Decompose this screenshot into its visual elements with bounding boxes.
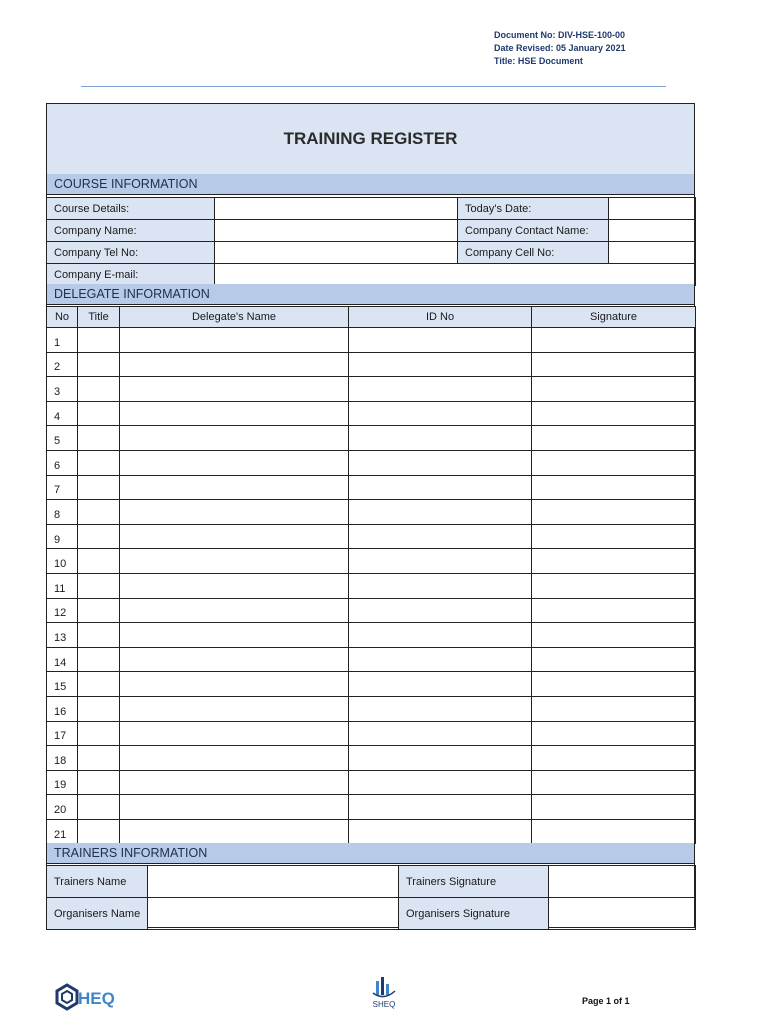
table-row — [47, 819, 696, 844]
course-details-label: Course Details: — [47, 198, 215, 220]
row-number: 20 — [47, 795, 78, 820]
row-number: 5 — [47, 426, 78, 451]
id-no-cell[interactable] — [349, 450, 532, 475]
table-row — [47, 377, 696, 402]
id-no-cell[interactable] — [349, 500, 532, 525]
table-row — [47, 524, 696, 549]
table-row — [47, 898, 696, 930]
table-row — [47, 866, 696, 898]
title-cell[interactable] — [78, 450, 120, 475]
document-number: Document No: DIV-HSE-100-00 — [494, 30, 626, 40]
table-row — [47, 198, 696, 220]
delegate-name-cell[interactable] — [120, 696, 349, 721]
signature-cell[interactable] — [532, 524, 696, 549]
id-no-cell[interactable] — [349, 352, 532, 377]
delegate-name-cell[interactable] — [120, 549, 349, 574]
trainers-signature-label: Trainers Signature — [399, 866, 549, 898]
title-cell[interactable] — [78, 401, 120, 426]
table-row — [47, 549, 696, 574]
id-no-cell[interactable] — [349, 377, 532, 402]
trainers-name-label: Trainers Name — [47, 866, 148, 898]
row-number: 17 — [47, 721, 78, 746]
signature-cell[interactable] — [532, 549, 696, 574]
title-cell[interactable] — [78, 598, 120, 623]
signature-cell[interactable] — [532, 401, 696, 426]
id-no-cell[interactable] — [349, 672, 532, 697]
signature-cell[interactable] — [532, 696, 696, 721]
title-cell[interactable] — [78, 647, 120, 672]
signature-cell[interactable] — [532, 426, 696, 451]
trainers-information-heading: TRAINERS INFORMATION — [47, 843, 694, 864]
column-header-delegate-name: Delegate's Name — [120, 307, 349, 328]
table-row — [47, 500, 696, 525]
row-number: 8 — [47, 500, 78, 525]
row-number: 3 — [47, 377, 78, 402]
company-tel-field[interactable] — [215, 242, 458, 264]
delegate-name-cell[interactable] — [120, 770, 349, 795]
table-row — [47, 795, 696, 820]
table-row — [47, 770, 696, 795]
table-row — [47, 623, 696, 648]
id-no-cell[interactable] — [349, 647, 532, 672]
trainers-signature-field[interactable] — [549, 866, 696, 898]
organisers-name-field[interactable] — [148, 898, 399, 930]
row-number: 10 — [47, 549, 78, 574]
row-number: 2 — [47, 352, 78, 377]
row-number: 16 — [47, 696, 78, 721]
title-cell[interactable] — [78, 549, 120, 574]
company-email-label: Company E-mail: — [47, 264, 215, 286]
title-cell[interactable] — [78, 475, 120, 500]
organisers-signature-label: Organisers Signature — [399, 898, 549, 930]
row-number: 6 — [47, 450, 78, 475]
company-contact-name-label: Company Contact Name: — [458, 220, 609, 242]
todays-date-field[interactable] — [609, 198, 696, 220]
title-cell[interactable] — [78, 746, 120, 771]
todays-date-label: Today's Date: — [458, 198, 609, 220]
id-no-cell[interactable] — [349, 426, 532, 451]
signature-cell[interactable] — [532, 795, 696, 820]
heq-logo-text: HEQ — [78, 989, 115, 1008]
title-cell[interactable] — [78, 328, 120, 353]
title-cell[interactable] — [78, 672, 120, 697]
delegate-name-cell[interactable] — [120, 401, 349, 426]
trainers-name-field[interactable] — [148, 866, 399, 898]
form-title-band — [47, 104, 694, 175]
training-register-form — [46, 103, 695, 928]
row-number: 13 — [47, 623, 78, 648]
delegate-name-cell[interactable] — [120, 573, 349, 598]
id-no-cell[interactable] — [349, 721, 532, 746]
course-details-field[interactable] — [215, 198, 458, 220]
signature-cell[interactable] — [532, 819, 696, 844]
course-information-heading: COURSE INFORMATION — [47, 174, 694, 195]
id-no-cell[interactable] — [349, 598, 532, 623]
sheq-logo-text: SHEQ — [372, 1000, 396, 1009]
id-no-cell[interactable] — [349, 696, 532, 721]
title-cell[interactable] — [78, 524, 120, 549]
delegate-name-cell[interactable] — [120, 352, 349, 377]
company-email-field[interactable] — [215, 264, 696, 286]
id-no-cell[interactable] — [349, 573, 532, 598]
row-number: 18 — [47, 746, 78, 771]
row-number: 1 — [47, 328, 78, 353]
delegate-name-cell[interactable] — [120, 598, 349, 623]
title-cell[interactable] — [78, 770, 120, 795]
sheq-logo-icon — [368, 975, 400, 1009]
page-number: Page 1 of 1 — [582, 996, 630, 1006]
id-no-cell[interactable] — [349, 795, 532, 820]
table-row — [47, 721, 696, 746]
table-row — [47, 746, 696, 771]
organisers-name-label: Organisers Name — [47, 898, 148, 930]
company-tel-label: Company Tel No: — [47, 242, 215, 264]
title-cell[interactable] — [78, 623, 120, 648]
row-number: 9 — [47, 524, 78, 549]
table-row — [47, 264, 696, 286]
row-number: 14 — [47, 647, 78, 672]
delegate-name-cell[interactable] — [120, 426, 349, 451]
delegate-name-cell[interactable] — [120, 746, 349, 771]
signature-cell[interactable] — [532, 450, 696, 475]
signature-cell[interactable] — [532, 573, 696, 598]
column-header-signature: Signature — [532, 307, 696, 328]
signature-cell[interactable] — [532, 770, 696, 795]
row-number: 12 — [47, 598, 78, 623]
id-no-cell[interactable] — [349, 328, 532, 353]
column-header-title: Title — [78, 307, 120, 328]
id-no-cell[interactable] — [349, 746, 532, 771]
document-title: Title: HSE Document — [494, 56, 583, 66]
title-cell[interactable] — [78, 352, 120, 377]
signature-cell[interactable] — [532, 377, 696, 402]
organisers-signature-field[interactable] — [549, 898, 696, 930]
table-row — [47, 328, 696, 353]
signature-cell[interactable] — [532, 623, 696, 648]
signature-cell[interactable] — [532, 746, 696, 771]
table-row — [47, 598, 696, 623]
delegate-header-row — [47, 307, 696, 328]
company-name-label: Company Name: — [47, 220, 215, 242]
signature-cell[interactable] — [532, 721, 696, 746]
delegate-name-cell[interactable] — [120, 721, 349, 746]
table-row — [47, 696, 696, 721]
table-row — [47, 672, 696, 697]
table-row — [47, 573, 696, 598]
table-row — [47, 450, 696, 475]
delegate-name-cell[interactable] — [120, 475, 349, 500]
signature-cell[interactable] — [532, 500, 696, 525]
row-number: 11 — [47, 573, 78, 598]
delegate-name-cell[interactable] — [120, 524, 349, 549]
table-row — [47, 426, 696, 451]
signature-cell[interactable] — [532, 672, 696, 697]
title-cell[interactable] — [78, 721, 120, 746]
heq-logo-icon — [55, 982, 125, 1014]
delegate-name-cell[interactable] — [120, 377, 349, 402]
table-row — [47, 475, 696, 500]
table-row — [47, 647, 696, 672]
title-cell[interactable] — [78, 696, 120, 721]
title-cell[interactable] — [78, 500, 120, 525]
title-cell[interactable] — [78, 426, 120, 451]
company-cell-label: Company Cell No: — [458, 242, 609, 264]
row-number: 7 — [47, 475, 78, 500]
row-number: 4 — [47, 401, 78, 426]
delegate-name-cell[interactable] — [120, 450, 349, 475]
delegate-name-cell[interactable] — [120, 795, 349, 820]
row-number: 21 — [47, 819, 78, 844]
delegate-name-cell[interactable] — [120, 500, 349, 525]
company-cell-field[interactable] — [609, 242, 696, 264]
id-no-cell[interactable] — [349, 401, 532, 426]
row-number: 19 — [47, 770, 78, 795]
signature-cell[interactable] — [532, 475, 696, 500]
date-revised: Date Revised: 05 January 2021 — [494, 43, 626, 53]
title-cell[interactable] — [78, 377, 120, 402]
row-number: 15 — [47, 672, 78, 697]
signature-cell[interactable] — [532, 352, 696, 377]
title-cell[interactable] — [78, 819, 120, 844]
delegate-name-cell[interactable] — [120, 819, 349, 844]
column-header-id-no: ID No — [349, 307, 532, 328]
header-divider — [81, 86, 666, 87]
signature-cell[interactable] — [532, 598, 696, 623]
company-name-field[interactable] — [215, 220, 458, 242]
table-row — [47, 242, 696, 264]
column-header-no: No — [47, 307, 78, 328]
signature-cell[interactable] — [532, 647, 696, 672]
title-cell[interactable] — [78, 795, 120, 820]
table-row — [47, 220, 696, 242]
document-meta — [494, 29, 626, 68]
id-no-cell[interactable] — [349, 475, 532, 500]
form-title: TRAINING REGISTER — [283, 129, 458, 148]
delegate-information-heading: DELEGATE INFORMATION — [47, 284, 694, 305]
company-contact-name-field[interactable] — [609, 220, 696, 242]
delegate-name-cell[interactable] — [120, 647, 349, 672]
id-no-cell[interactable] — [349, 819, 532, 844]
delegate-name-cell[interactable] — [120, 623, 349, 648]
table-row — [47, 352, 696, 377]
id-no-cell[interactable] — [349, 623, 532, 648]
delegate-information-table — [46, 306, 696, 844]
id-no-cell[interactable] — [349, 770, 532, 795]
delegate-name-cell[interactable] — [120, 672, 349, 697]
title-cell[interactable] — [78, 573, 120, 598]
course-information-table — [46, 197, 696, 286]
delegate-name-cell[interactable] — [120, 328, 349, 353]
table-row — [47, 401, 696, 426]
id-no-cell[interactable] — [349, 549, 532, 574]
id-no-cell[interactable] — [349, 524, 532, 549]
trainers-information-table — [46, 865, 696, 930]
signature-cell[interactable] — [532, 328, 696, 353]
